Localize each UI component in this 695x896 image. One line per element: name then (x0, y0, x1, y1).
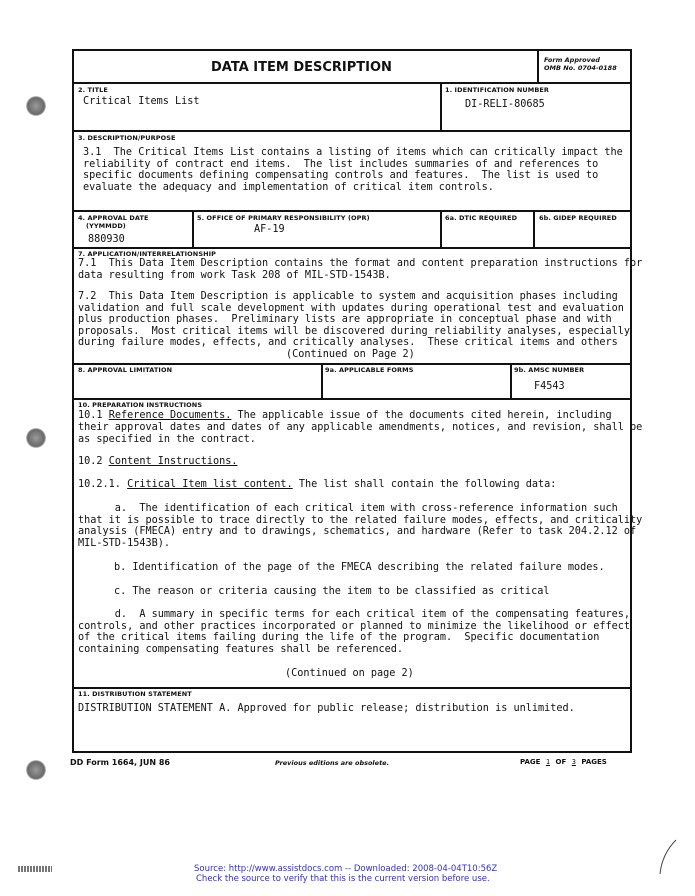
section-10-2-1-text: The list shall contain the following data: (298, 479, 557, 490)
punch-hole-middle (26, 428, 46, 448)
page-count (520, 758, 607, 766)
section-10-1 (78, 410, 612, 421)
section-10-1-number: 10.1 (78, 410, 103, 421)
source-line: Source: http://www.assistdocs.com -- Downloaded: 2008-04-04T10:56Z (194, 864, 498, 874)
application-label: 7. APPLICATION/INTERRELATIONSHIP (78, 250, 217, 258)
applicable-forms-label: 9a. APPLICABLE FORMS (325, 366, 414, 374)
amsc-number-value: F4543 (534, 381, 565, 392)
dtic-required-label: 6a. DTIC REQUIRED (445, 214, 518, 222)
approval-date-label: 4. APPROVAL DATE (78, 214, 149, 222)
approval-date-value: 880930 (88, 234, 125, 245)
gidep-required-label: 6b. GIDEP REQUIRED (539, 214, 617, 222)
instructions-continued: (Continued on page 2) (285, 668, 414, 679)
scan-artifact-corner-mark (650, 838, 680, 878)
punch-hole-top (26, 96, 46, 116)
omb-number: OMB No. 0704-0188 (544, 64, 617, 72)
verify-line: Check the source to verify that this is the current version before use. (196, 874, 490, 884)
application-para-2: 7.2 This Data Item Description is applicable to system and acquisition phases including validation and full scale development with updates during operational test and evaluation plus production phases. Preliminary lists are appropriate in conceptual phase and with proposals. Most critical items will be discovered during reliability analyses, especially during failure modes, effects, and critically analyses. These critical items and others (78, 291, 631, 349)
section-10-2-1-number: 10.2.1. (78, 479, 121, 490)
page-number: 1 (545, 758, 551, 766)
title-label: 2. TITLE (78, 86, 108, 94)
approval-limitation-label: 8. APPROVAL LIMITATION (78, 366, 173, 374)
section-10-1-text: their approval dates and dates of any applicable amendments, notices, and revision, shall be as specified in the contract. (78, 422, 643, 445)
section-10-1-heading: Reference Documents. (108, 410, 232, 421)
description-label: 3. DESCRIPTION/PURPOSE (78, 134, 176, 142)
description-text: 3.1 The Critical Items List contains a listing of items which can critically impact the reliability of contract end items. The list includes summaries of and references to specific documents defining compensating controls and features. The list is used to evaluate the adequacy and implementation of critical item controls. (83, 147, 623, 193)
distribution-statement-value: DISTRIBUTION STATEMENT A. Approved for public release; distribution is unlimited. (78, 703, 575, 714)
application-para-1: 7.1 This Data Item Description contains the format and content preparation instructions for data resulting from work Task 208 of MIL-STD-1543B. (78, 258, 643, 281)
opr-label: 5. OFFICE OF PRIMARY RESPONSIBILITY (OPR) (197, 214, 370, 222)
form-approved: Form Approved (544, 56, 600, 64)
item-c-text: c. The reason or criteria causing the item to be classified as critical (114, 586, 550, 597)
data-item-description-form (72, 49, 643, 753)
scan-artifact-bottom-left (18, 866, 52, 872)
amsc-number-label: 9b. AMSC NUMBER (514, 366, 585, 374)
form-number: DD Form 1664, JUN 86 (70, 758, 170, 767)
identification-number-value: DI-RELI-80685 (465, 99, 545, 110)
section-10-2 (78, 456, 238, 467)
preparation-instructions-label: 10. PREPARATION INSTRUCTIONS (78, 401, 203, 409)
form-title: DATA ITEM DESCRIPTION (211, 60, 392, 75)
section-10-2-number: 10.2 (78, 456, 103, 467)
of-word: OF (555, 758, 567, 766)
punch-hole-bottom (26, 760, 46, 780)
approval-date-sublabel: (YYMMDD) (86, 222, 126, 230)
page-total: 3 (571, 758, 576, 766)
item-b-text: b. Identification of the page of the FMECA describing the related failure modes. (114, 562, 605, 573)
distribution-statement-label: 11. DISTRIBUTION STATEMENT (78, 690, 192, 698)
identification-number-label: 1. IDENTIFICATION NUMBER (445, 86, 550, 94)
section-10-2-heading: Content Instructions. (108, 456, 238, 467)
item-a-text: a. The identification of each critical item with cross-reference information such that it is possible to trace directly to the related failure modes, effects, and criticality analysis (FMECA) entry and to drawings, schematics, and hardware (Refer to task 204.2.12 of MIL-STD-1543B). (78, 503, 643, 549)
page-word: PAGE (520, 758, 541, 766)
previous-editions-note: Previous editions are obsolete. (275, 759, 390, 767)
section-10-2-1-heading: Critical Item list content. (127, 479, 293, 490)
item-d-text: d. A summary in specific terms for each critical item of the compensating features, controls, and other practices incorporated or planned to minimize the likelihood or effect of the critical items failing during the life of the program. Specific documentation containing compensating features shall be referenced. (78, 609, 631, 655)
opr-value: AF-19 (254, 224, 285, 235)
pages-word: PAGES (581, 758, 607, 766)
application-continued: (Continued on Page 2) (286, 349, 415, 360)
section-10-2-1 (78, 479, 556, 490)
section-10-1-first-line: The applicable issue of the documents cited herein, including (237, 410, 612, 421)
title-value: Critical Items List (83, 96, 200, 107)
